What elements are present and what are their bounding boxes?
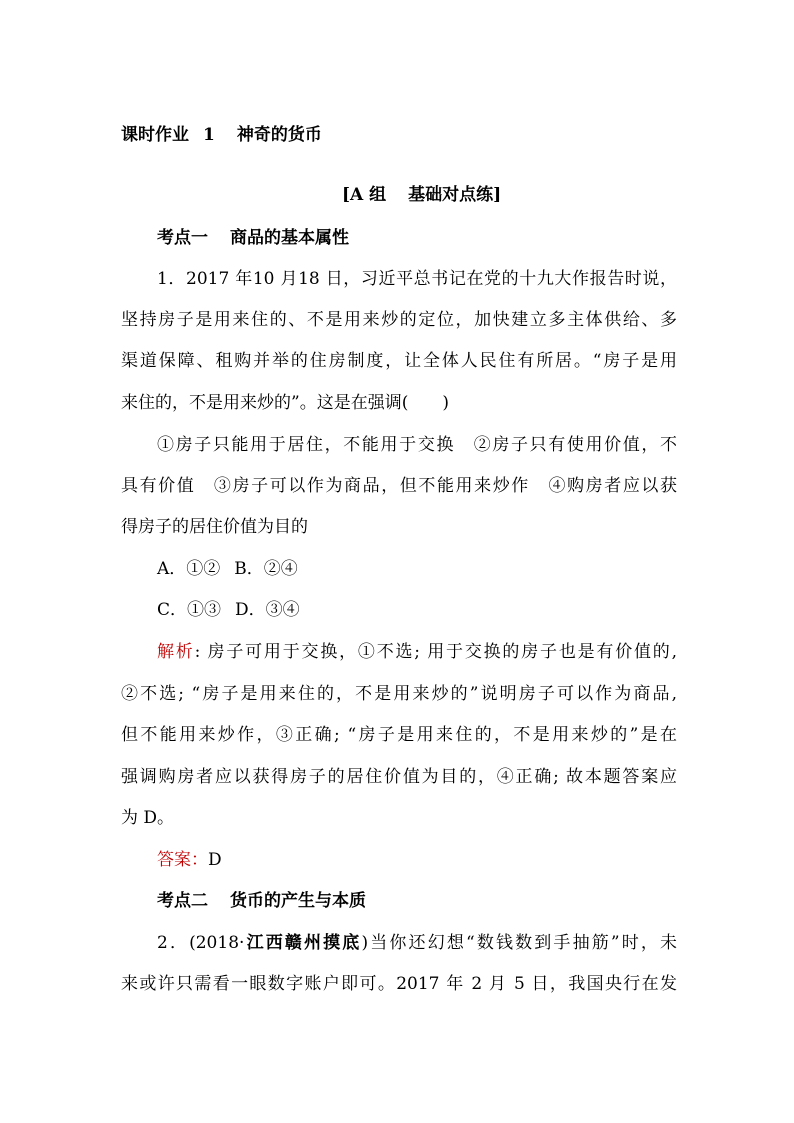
statements-line-1: ①房子只能用于居住，不能用于交换 ②房子只有使用价值，不	[157, 435, 677, 455]
title-prefix: 课时作业	[121, 125, 189, 145]
statements-line-3: 得房子的居住价值为目的	[121, 517, 308, 537]
analysis-line-2: ②不选; “房子是用来住的，不是用来炒的”说明房子可以作为商品,	[121, 684, 677, 704]
analysis-label: 解析	[157, 642, 195, 662]
section-one-label: 考点一	[157, 228, 208, 248]
question-two-number: 2．(2018·	[157, 933, 245, 953]
answer-value: D	[208, 850, 222, 870]
group-heading	[342, 184, 501, 206]
question-one-line-3: 渠道保障、租购并举的住房制度，让全体人民住有所居。“房子是用	[121, 351, 677, 371]
option-c: C．①③	[157, 600, 222, 620]
options-row-2	[157, 599, 300, 621]
answer-separator: ：	[191, 850, 208, 870]
section-two-name: 货币的产生与本质	[230, 891, 366, 911]
group-name: 基础对点练]	[408, 185, 502, 205]
options-row-1	[157, 558, 298, 580]
analysis-line-1	[157, 641, 677, 663]
question-two-line-1	[157, 932, 677, 954]
question-two-line-2: 来或许只需看一眼数字账户即可。2017 年 2 月 5 日，我国央行在发	[121, 974, 677, 994]
analysis-line-5: 为 D。	[121, 808, 175, 828]
section-two-heading	[157, 890, 366, 912]
worksheet-title	[121, 124, 322, 146]
title-name: 神奇的货币	[236, 125, 322, 145]
group-label: [A 组	[342, 185, 387, 205]
section-one-heading	[157, 227, 349, 249]
analysis-text-1: : 房子可用于交换，①不选; 用于交换的房子也是有价值的,	[194, 642, 678, 662]
analysis-line-4: 强调购房者应以获得房子的居住价值为目的，④正确; 故本题答案应	[121, 767, 677, 787]
question-two-text-1: )当你还幻想“数钱数到手抽筋”时，未	[361, 933, 678, 953]
statements-line-2: 具有价值 ③房子可以作为商品，但不能用来炒作 ④购房者应以获	[121, 476, 677, 496]
section-one-name: 商品的基本属性	[230, 228, 349, 248]
question-one-line-2: 坚持房子是用来住的、不是用来炒的定位，加快建立多主体供给、多	[121, 310, 677, 330]
question-one-line-1: 1．2017 年10 月18 日，习近平总书记在党的十九大作报告时说，	[157, 269, 677, 289]
title-number: 1	[203, 125, 215, 145]
option-d: D．③④	[235, 600, 300, 620]
answer-line	[157, 849, 222, 871]
option-b: B．②④	[234, 559, 298, 579]
question-one-line-4: 来住的，不是用来炒的”。这是在强调( )	[121, 393, 449, 413]
analysis-line-3: 但不能用来炒作，③正确; “房子是用来住的，不是用来炒的”是在	[121, 725, 677, 745]
answer-label: 答案	[157, 850, 191, 870]
option-a: A．①②	[157, 559, 221, 579]
section-two-label: 考点二	[157, 891, 208, 911]
question-two-source: 江西赣州摸底	[244, 933, 362, 953]
